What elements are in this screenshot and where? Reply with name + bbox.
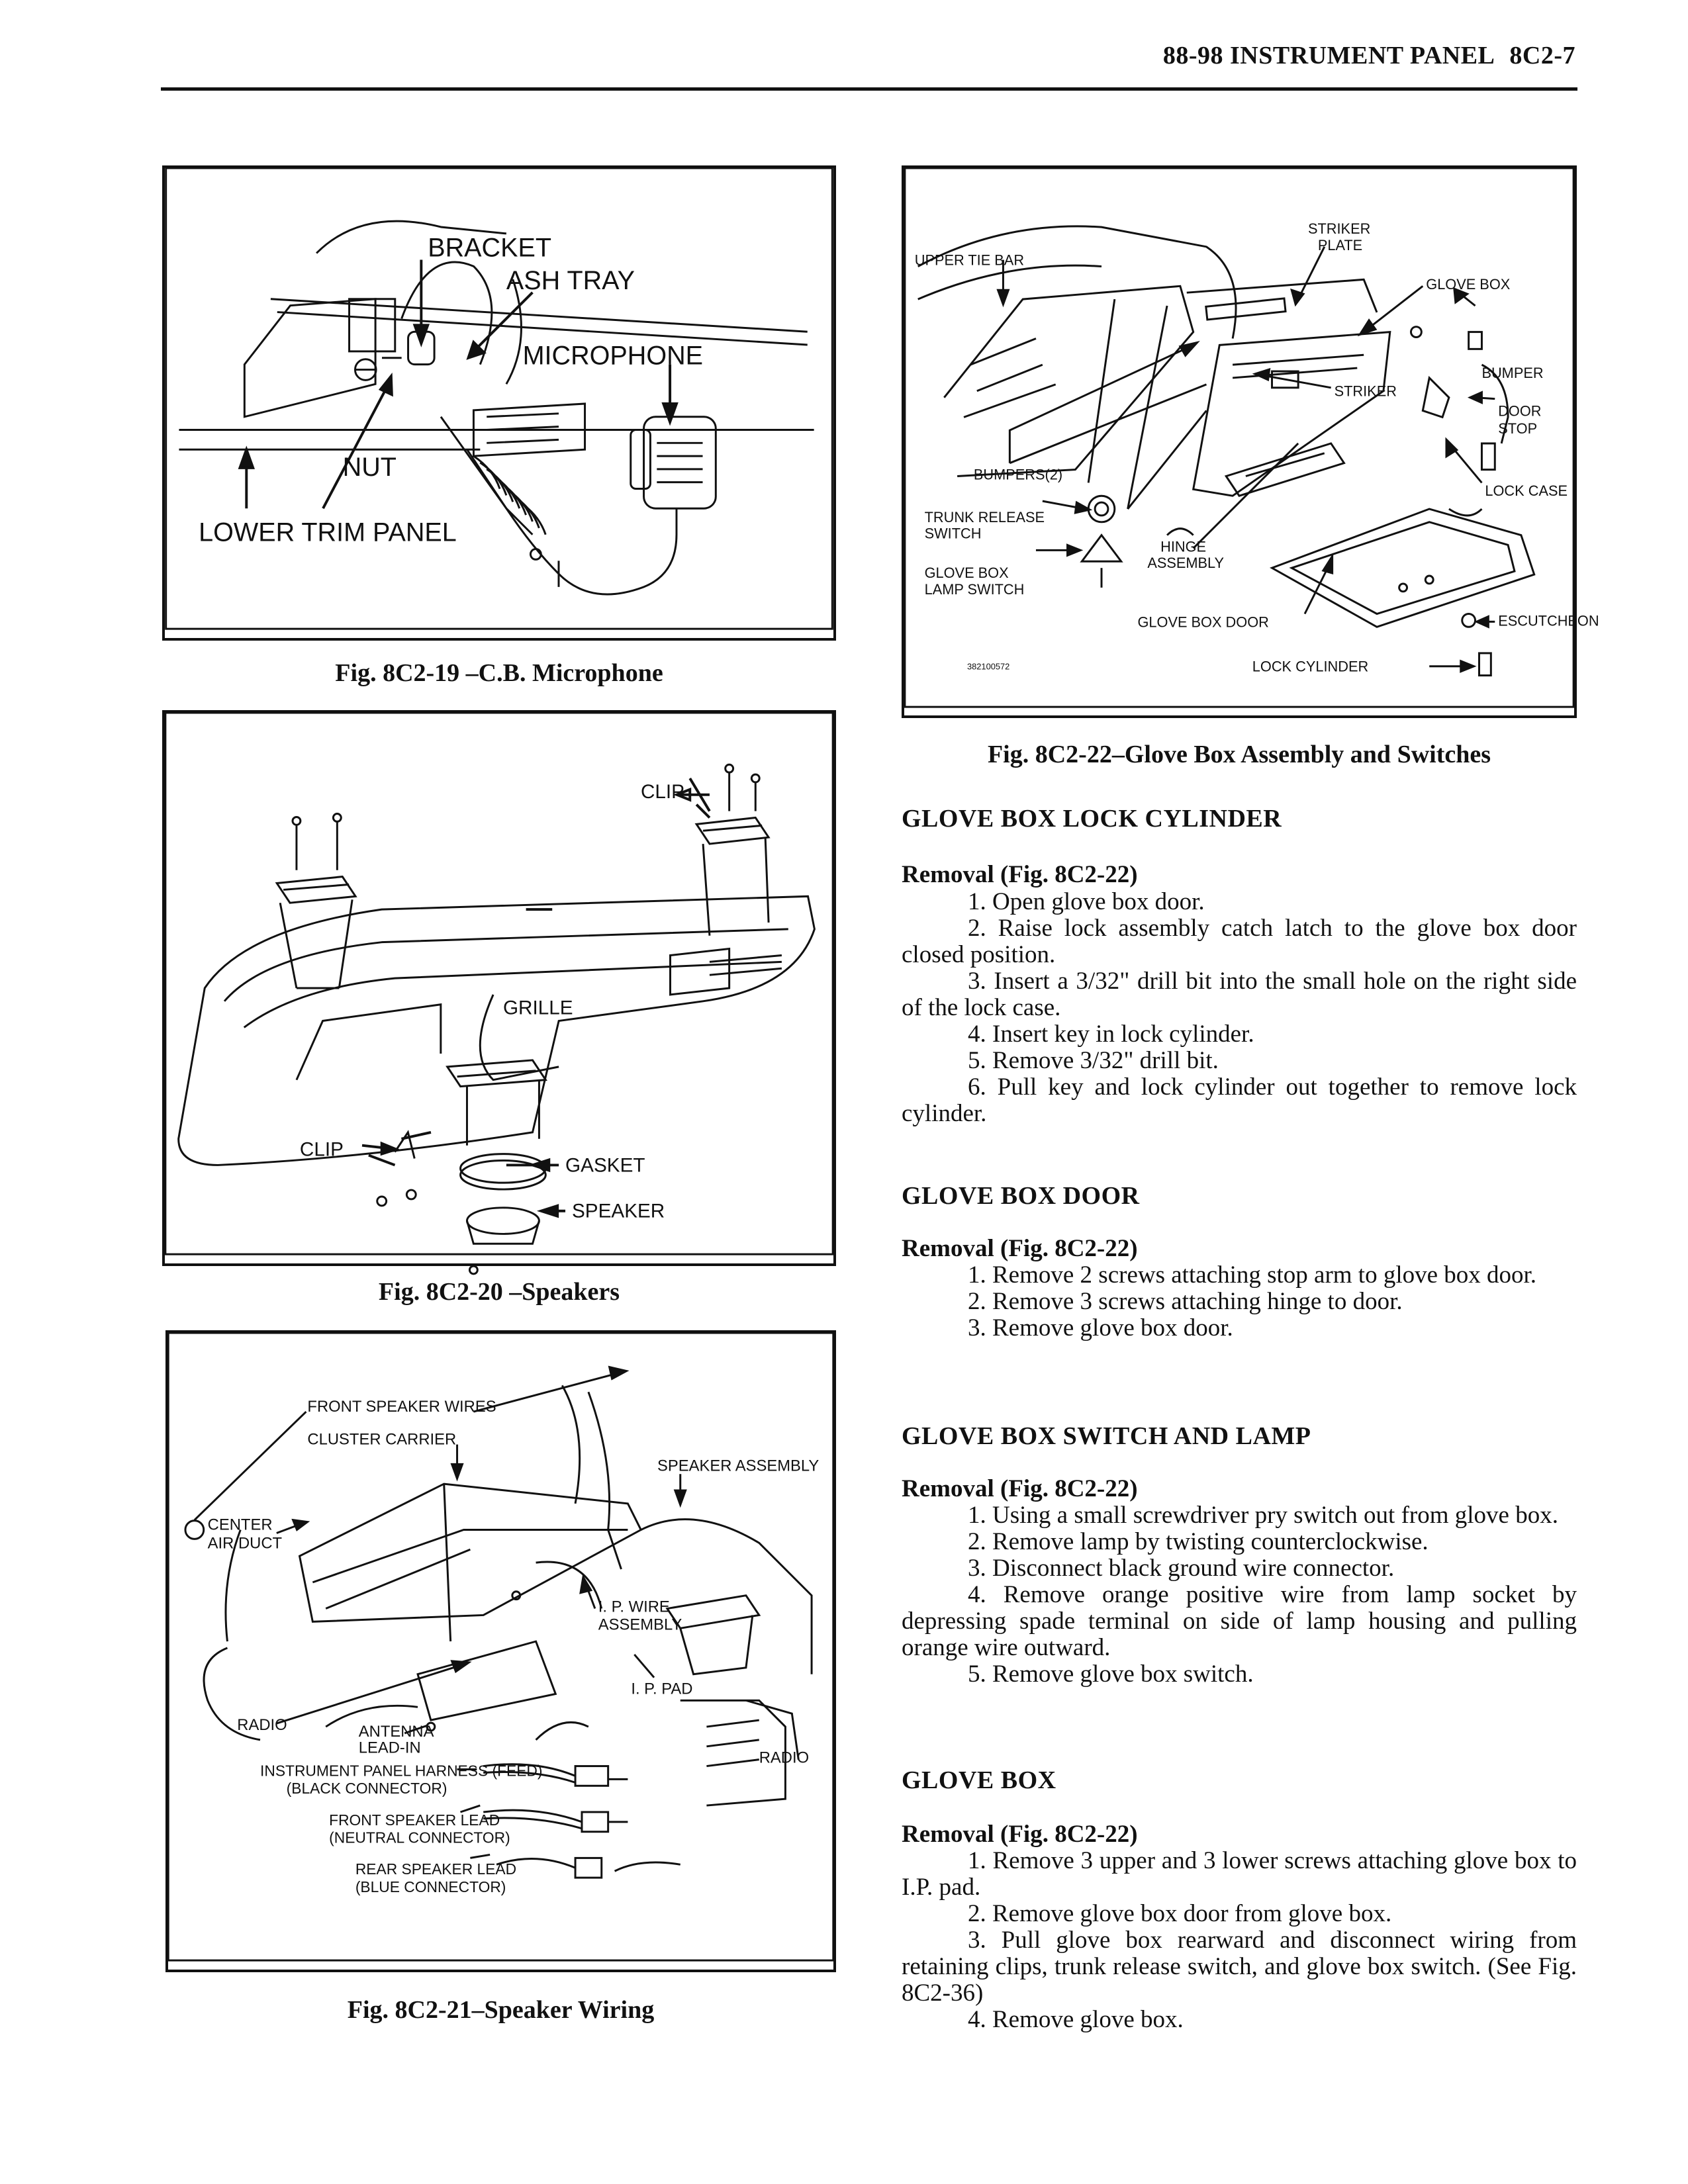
- label-hinge-1: HINGE: [1160, 538, 1207, 555]
- step-item: 2. Remove 3 screws attaching hinge to door.: [968, 1288, 1403, 1315]
- removal-heading: Removal (Fig. 8C2-22): [902, 1475, 1138, 1502]
- label-clip-top: CLIP: [640, 780, 684, 803]
- step-item: 4. Remove glove box.: [968, 2006, 1184, 2033]
- label-bracket: BRACKET: [428, 233, 552, 263]
- figure-speakers: [162, 710, 836, 1266]
- label-clip-left: CLIP: [299, 1138, 344, 1161]
- label-lock-case: LOCK CASE: [1485, 482, 1568, 500]
- label-harness-2: (BLACK CONNECTOR): [286, 1780, 447, 1797]
- label-ip-pad: I. P. PAD: [631, 1680, 693, 1698]
- step-item: 2. Raise lock assembly catch latch to the glove box door closed position.: [902, 915, 1577, 968]
- label-door-stop-1: DOOR: [1498, 402, 1542, 420]
- label-striker: STRIKER: [1334, 383, 1397, 400]
- step-item: 2. Remove glove box door from glove box.: [968, 1900, 1392, 1927]
- label-gasket: GASKET: [565, 1154, 645, 1177]
- label-front-lead-2: (NEUTRAL CONNECTOR): [329, 1829, 510, 1846]
- label-ash-tray: ASH TRAY: [506, 265, 635, 295]
- removal-heading: Removal (Fig. 8C2-22): [902, 861, 1138, 888]
- label-trunk-release-2: SWITCH: [924, 525, 982, 542]
- steps-list: [902, 1262, 1577, 1342]
- figure-glove-box: [902, 165, 1599, 718]
- label-rear-lead-2: (BLUE CONNECTOR): [355, 1878, 506, 1895]
- section-title: GLOVE BOX DOOR: [902, 1182, 1140, 1210]
- label-trunk-release-1: TRUNK RELEASE: [924, 508, 1045, 525]
- label-hinge-2: ASSEMBLY: [1147, 555, 1225, 572]
- step-item: 4. Remove orange positive wire from lamp socket by depressing spade terminal on side of lamp housing and pulling orange wire outward.: [902, 1581, 1577, 1661]
- step-item: 3. Disconnect black ground wire connector.: [968, 1555, 1395, 1582]
- label-harness-1: INSTRUMENT PANEL HARNESS (FEED): [260, 1762, 543, 1780]
- page-header: [1139, 41, 1575, 70]
- label-speaker: SPEAKER: [571, 1200, 665, 1222]
- step-item: 5. Remove 3/32" drill bit.: [968, 1047, 1219, 1074]
- step-item: 3. Pull glove box rearward and disconnect wiring from retaining clips, trunk release switch, and glove box switch. (See Fig. 8C2-36): [902, 1927, 1577, 2007]
- step-item: 3. Remove glove box door.: [968, 1314, 1233, 1342]
- label-lamp-switch-1: GLOVE BOX: [924, 565, 1009, 582]
- page-number: 8C2-7: [1509, 42, 1575, 69]
- label-speaker-assembly: SPEAKER ASSEMBLY: [657, 1457, 820, 1475]
- section-title: GLOVE BOX LOCK CYLINDER: [902, 805, 1282, 833]
- section-title: GLOVE BOX SWITCH AND LAMP: [902, 1422, 1311, 1450]
- label-ip-wire-2: ASSEMBLY: [598, 1615, 682, 1634]
- figure-speaker-wiring: [165, 1330, 836, 1972]
- label-radio-left: RADIO: [237, 1716, 287, 1735]
- label-ip-wire-1: I. P. WIRE: [598, 1598, 670, 1616]
- label-antenna-2: LEAD-IN: [358, 1739, 421, 1757]
- step-item: 1. Remove 2 screws attaching stop arm to glove box door.: [968, 1261, 1537, 1289]
- label-lock-cylinder: LOCK CYLINDER: [1252, 658, 1369, 675]
- step-item: 1. Using a small screwdriver pry switch out from glove box.: [968, 1502, 1558, 1529]
- section-title: GLOVE BOX: [902, 1766, 1056, 1794]
- label-part-number: 382100572: [966, 661, 1010, 672]
- figure-caption-21: Fig. 8C2-21–Speaker Wiring: [347, 1996, 655, 2024]
- speaker-wiring-illustration: [168, 1333, 833, 1970]
- label-lamp-switch-2: LAMP SWITCH: [924, 580, 1025, 598]
- label-escutcheon: ESCUTCHEON: [1498, 612, 1599, 629]
- label-glove-box-door: GLOVE BOX DOOR: [1137, 614, 1269, 631]
- step-item: 5. Remove glove box switch.: [968, 1661, 1254, 1688]
- removal-heading: Removal (Fig. 8C2-22): [902, 1821, 1138, 1848]
- step-item: 1. Open glove box door.: [968, 888, 1205, 915]
- label-glove-box: GLOVE BOX: [1426, 276, 1511, 293]
- label-nut: NUT: [342, 452, 397, 482]
- header-title: 88-98 INSTRUMENT PANEL: [1162, 42, 1495, 69]
- step-item: 3. Insert a 3/32" drill bit into the small hole on the right side of the lock case.: [902, 968, 1577, 1021]
- label-microphone: MICROPHONE: [522, 341, 704, 371]
- figure-caption-20: Fig. 8C2-20 –Speakers: [378, 1278, 620, 1306]
- label-antenna-1: ANTENNA: [358, 1722, 434, 1741]
- label-bumpers: BUMPERS(2): [973, 466, 1063, 483]
- label-grille: GRILLE: [502, 997, 573, 1019]
- steps-list: [902, 1848, 1577, 2033]
- steps-list: [902, 1502, 1577, 1688]
- figure-caption-22: Fig. 8C2-22–Glove Box Assembly and Switches: [987, 741, 1491, 768]
- speakers-illustration: [165, 713, 833, 1263]
- label-striker-plate-2: PLATE: [1317, 236, 1363, 253]
- figure-cb-microphone: [162, 165, 836, 641]
- label-cluster-carrier: CLUSTER CARRIER: [307, 1430, 457, 1449]
- steps-list: [902, 889, 1577, 1127]
- figure-caption-19: Fig. 8C2-19 –C.B. Microphone: [335, 659, 663, 687]
- label-front-lead-1: FRONT SPEAKER LEAD: [329, 1811, 500, 1829]
- step-item: 1. Remove 3 upper and 3 lower screws attaching glove box to I.P. pad.: [902, 1847, 1577, 1901]
- step-item: 6. Pull key and lock cylinder out together to remove lock cylinder.: [902, 1073, 1577, 1127]
- label-radio-right: RADIO: [759, 1749, 810, 1767]
- label-lower-trim-panel: LOWER TRIM PANEL: [199, 518, 457, 547]
- header-rule: [161, 87, 1577, 91]
- step-item: 4. Insert key in lock cylinder.: [968, 1021, 1254, 1048]
- label-upper-tie-bar: UPPER TIE BAR: [914, 251, 1025, 269]
- label-door-stop-2: STOP: [1498, 420, 1538, 437]
- label-rear-lead-1: REAR SPEAKER LEAD: [355, 1860, 517, 1878]
- cb-microphone-illustration: [165, 168, 833, 638]
- label-front-speaker-wires: FRONT SPEAKER WIRES: [307, 1398, 496, 1416]
- label-striker-plate-1: STRIKER: [1307, 220, 1371, 238]
- step-item: 2. Remove lamp by twisting counterclockwise.: [968, 1528, 1429, 1555]
- label-bumper: BUMPER: [1481, 364, 1544, 381]
- label-air-duct: AIR DUCT: [207, 1534, 283, 1553]
- removal-heading: Removal (Fig. 8C2-22): [902, 1235, 1138, 1262]
- glove-box-illustration: [904, 168, 1599, 715]
- label-center: CENTER: [207, 1516, 273, 1534]
